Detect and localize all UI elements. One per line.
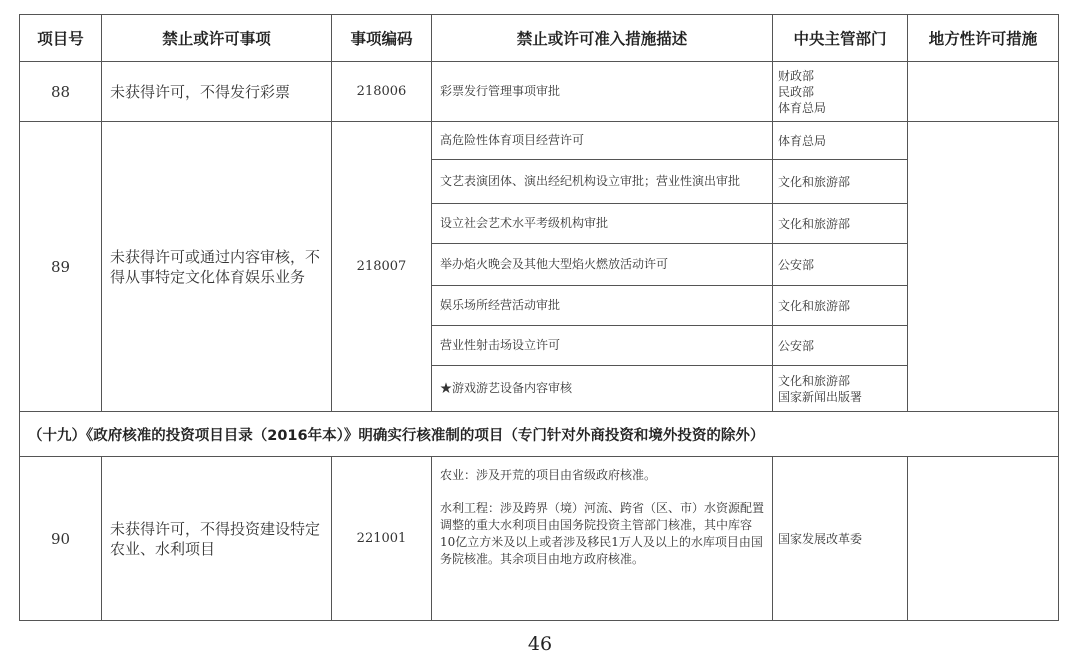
item-number: 89 (20, 122, 102, 412)
central-department (773, 326, 908, 366)
header-central-department: 中央主管部门 (773, 15, 908, 62)
item-name: 未获得许可，不得发行彩票 (102, 62, 332, 122)
measure-text: 设立社会艺术水平考级机构审批 (440, 216, 609, 230)
department-text: 财政部 民政部 体育总局 (778, 68, 827, 115)
header-item-number: 项目号 (20, 15, 102, 62)
central-department (773, 244, 908, 286)
item-code: 218007 (332, 122, 432, 412)
permit-table (19, 14, 1059, 621)
department-text: 文化和旅游部 (778, 174, 851, 189)
measure-description (432, 204, 773, 244)
department-text: 公安部 (778, 257, 815, 272)
central-department (773, 160, 908, 204)
measure-description (432, 62, 773, 122)
measure-text: 娱乐场所经营活动审批 (440, 298, 561, 312)
department-text: 体育总局 (778, 133, 827, 148)
department-text: 文化和旅游部 国家新闻出版署 (778, 373, 863, 404)
measure-description (432, 326, 773, 366)
measure-text: 彩票发行管理事项审批 (440, 84, 561, 98)
central-department (773, 62, 908, 122)
central-department (773, 366, 908, 412)
table-row (20, 62, 1059, 122)
item-code: 221001 (332, 457, 432, 621)
item-name: 未获得许可或通过内容审核，不得从事特定文化体育娱乐业务 (102, 122, 332, 412)
measure-description (432, 286, 773, 326)
measure-text: ★游戏游艺设备内容审核 (440, 381, 573, 395)
central-department (773, 204, 908, 244)
measure-description (432, 366, 773, 412)
measure-description (432, 244, 773, 286)
header-row (20, 15, 1059, 62)
central-department (773, 286, 908, 326)
header-local-measures: 地方性许可措施 (908, 15, 1059, 62)
department-text: 文化和旅游部 (778, 216, 851, 231)
item-number: 88 (20, 62, 102, 122)
item-number: 90 (20, 457, 102, 621)
measure-text: 举办焰火晚会及其他大型焰火燃放活动许可 (440, 257, 669, 271)
local-measures (908, 62, 1059, 122)
section-heading: （十九）《政府核准的投资项目目录（2016年本）》明确实行核准制的项目（专门针对外商投资和境外投资的除外） (20, 412, 1059, 457)
item-code: 218006 (332, 62, 432, 122)
header-item-code: 事项编码 (332, 15, 432, 62)
item-name: 未获得许可，不得投资建设特定农业、水利项目 (102, 457, 332, 621)
central-department (773, 122, 908, 160)
central-department: 国家发展改革委 (773, 457, 908, 621)
department-text: 文化和旅游部 (778, 298, 851, 313)
measure-text-water: 水利工程：涉及跨界（境）河流、跨省（区、市）水资源配置调整的重大水利项目由国务院投资主管部门核准，其中库容10亿立方米及以上或者涉及移民1万人及以上的水库项目由国务院核准。其余项目由地方政府核准。 (440, 501, 765, 566)
header-measure-description: 禁止或许可准入措施描述 (432, 15, 773, 62)
local-measures (908, 457, 1059, 621)
measure-text-agriculture: 农业：涉及开荒的项目由省级政府核准。 (440, 468, 657, 482)
measure-text: 营业性射击场设立许可 (440, 338, 561, 352)
measure-text: 文艺表演团体、演出经纪机构设立审批；营业性演出审批 (440, 174, 741, 188)
measure-description (432, 457, 773, 621)
table-row (20, 122, 1059, 160)
measure-text: 高危险性体育项目经营许可 (440, 133, 585, 147)
header-item-name: 禁止或许可事项 (102, 15, 332, 62)
department-text: 公安部 (778, 338, 815, 353)
measure-description (432, 122, 773, 160)
page-number: 46 (527, 633, 553, 655)
section-heading-row (20, 412, 1059, 457)
local-measures (908, 122, 1059, 412)
table-row (20, 457, 1059, 621)
measure-description (432, 160, 773, 204)
